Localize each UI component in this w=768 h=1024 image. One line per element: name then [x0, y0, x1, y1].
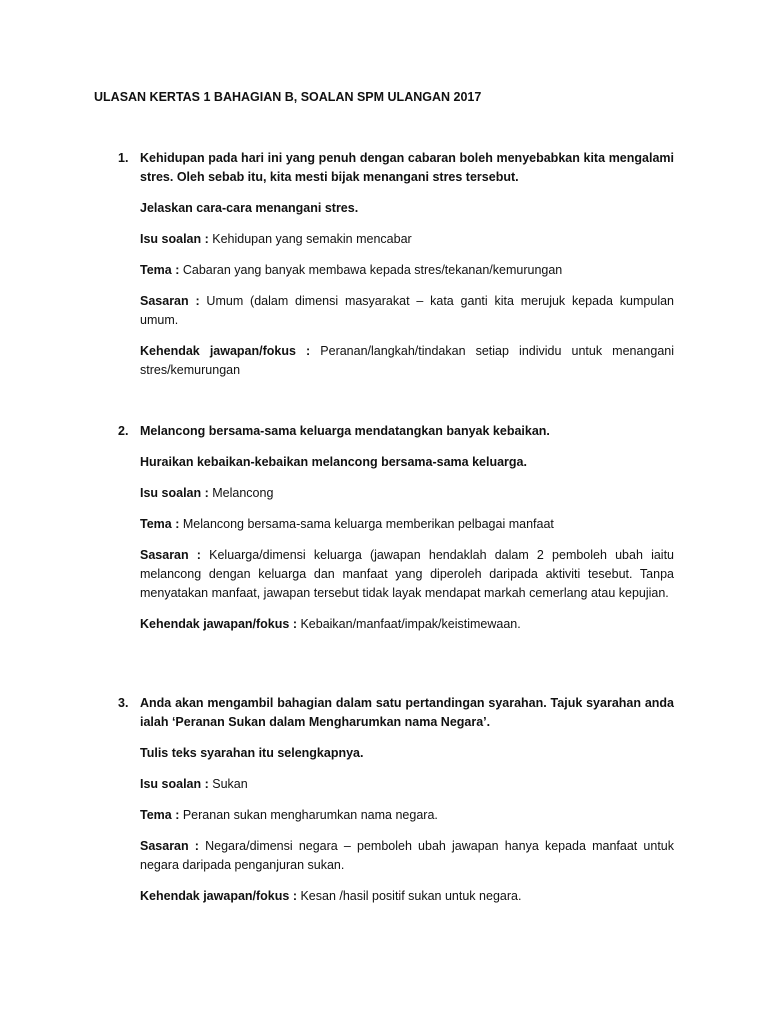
- question-lead: Kehidupan pada hari ini yang penuh dengan cabaran boleh menyebabkan kita mengalami stres. Oleh sebab itu, kita mesti bijak menangani stres tersebut.: [140, 151, 674, 184]
- sasaran-label: Sasaran :: [140, 548, 201, 562]
- isu-soalan-row: [140, 484, 674, 503]
- isu-soalan-label: Isu soalan :: [140, 232, 209, 246]
- question-body: [140, 694, 674, 906]
- question-body: [140, 149, 674, 380]
- tema-row: [140, 261, 674, 280]
- tema-row: [140, 806, 674, 825]
- kehendak-label: Kehendak jawapan/fokus :: [140, 889, 297, 903]
- question-body: [140, 422, 674, 634]
- sasaran-value: Keluarga/dimensi keluarga (jawapan hendaklah dalam 2 pemboleh ubah iaitu melancong dengan keluarga dan manfaat yang diperoleh daripada aktiviti tesebut. Tanpa menyatakan manfaat, jawapan tersebut tidak layak mendapat markah cemerlang atau kepujian.: [140, 548, 674, 600]
- tema-label: Tema :: [140, 808, 180, 822]
- kehendak-label: Kehendak jawapan/fokus :: [140, 344, 311, 358]
- tema-value: Cabaran yang banyak membawa kepada stres/tekanan/kemurungan: [179, 263, 563, 277]
- isu-soalan-label: Isu soalan :: [140, 777, 209, 791]
- tema-value: Peranan sukan mengharumkan nama negara.: [179, 808, 438, 822]
- question-lead: Anda akan mengambil bahagian dalam satu pertandingan syarahan. Tajuk syarahan anda ialah ‘Peranan Sukan dalam Mengharumkan nama Negara’.: [140, 696, 674, 729]
- isu-soalan-value: Sukan: [208, 777, 248, 791]
- sasaran-row: [140, 546, 674, 603]
- tema-label: Tema :: [140, 517, 180, 531]
- kehendak-label: Kehendak jawapan/fokus :: [140, 617, 297, 631]
- question-number: 3.: [118, 696, 129, 710]
- question-instruction: Huraikan kebaikan-kebaikan melancong bersama-sama keluarga.: [140, 455, 527, 469]
- tema-label: Tema :: [140, 263, 180, 277]
- sasaran-row: [140, 292, 674, 330]
- kehendak-row: [140, 342, 674, 380]
- sasaran-value: Negara/dimensi negara – pemboleh ubah jawapan hanya kepada manfaat untuk negara daripada penganjuran sukan.: [140, 839, 675, 872]
- isu-soalan-value: Melancong: [208, 486, 274, 500]
- question-lead: Melancong bersama-sama keluarga mendatangkan banyak kebaikan.: [140, 424, 550, 438]
- question-instruction: Tulis teks syarahan itu selengkapnya.: [140, 746, 364, 760]
- kehendak-value: Peranan/langkah/tindakan setiap individu untuk menangani stres/kemurungan: [140, 344, 675, 377]
- isu-soalan-row: [140, 230, 674, 249]
- question-2: [118, 422, 674, 646]
- question-1: [118, 149, 674, 392]
- tema-row: [140, 515, 674, 534]
- sasaran-label: Sasaran :: [140, 839, 199, 853]
- tema-value: Melancong bersama-sama keluarga memberikan pelbagai manfaat: [179, 517, 554, 531]
- isu-soalan-value: Kehidupan yang semakin mencabar: [208, 232, 412, 246]
- sasaran-label: Sasaran :: [140, 294, 200, 308]
- kehendak-row: [140, 887, 674, 906]
- document-title: ULASAN KERTAS 1 BAHAGIAN B, SOALAN SPM ULANGAN 2017: [94, 90, 482, 104]
- question-number: 2.: [118, 424, 129, 438]
- isu-soalan-label: Isu soalan :: [140, 486, 209, 500]
- question-instruction: Jelaskan cara-cara menangani stres.: [140, 201, 359, 215]
- sasaran-row: [140, 837, 674, 875]
- kehendak-value: Kebaikan/manfaat/impak/keistimewaan.: [296, 617, 521, 631]
- question-number: 1.: [118, 151, 129, 165]
- sasaran-value: Umum (dalam dimensi masyarakat – kata ganti kita merujuk kepada kumpulan umum.: [140, 294, 675, 327]
- kehendak-value: Kesan /hasil positif sukan untuk negara.: [296, 889, 522, 903]
- kehendak-row: [140, 615, 674, 634]
- isu-soalan-row: [140, 775, 674, 794]
- question-3: [118, 694, 674, 918]
